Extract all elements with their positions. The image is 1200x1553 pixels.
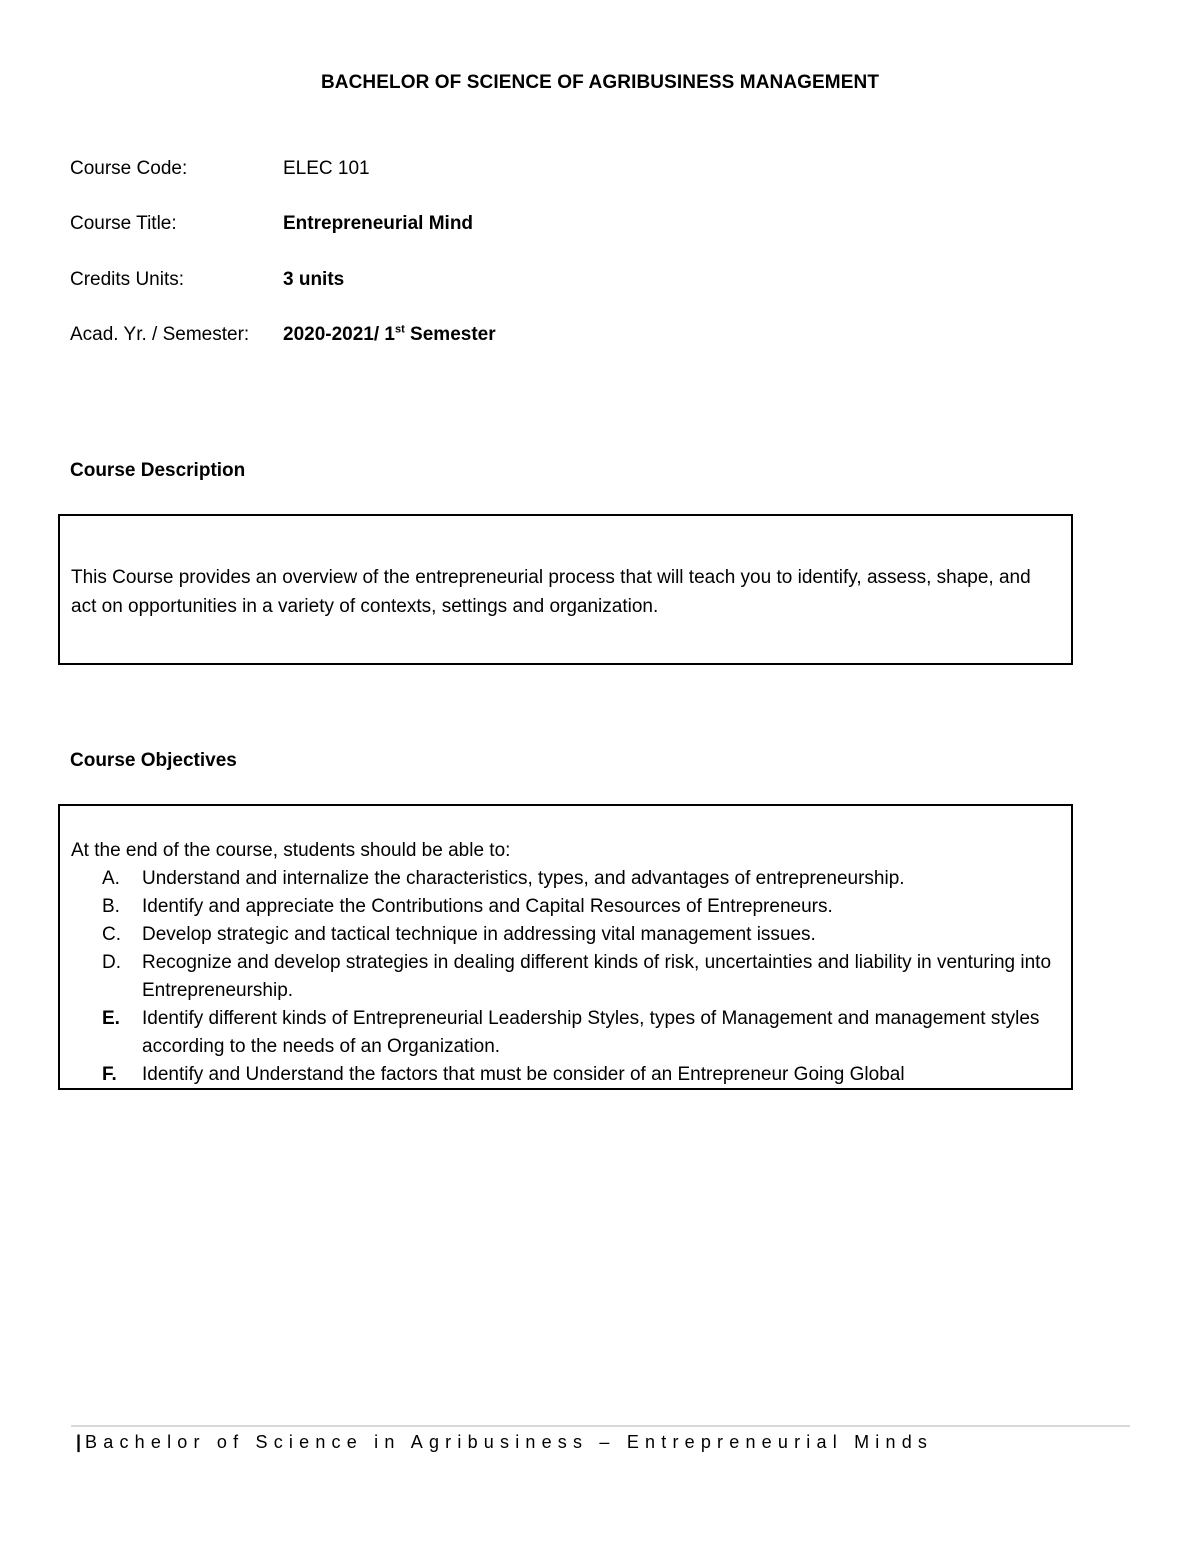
objective-text: Identify different kinds of Entrepreneurial Leadership Styles, types of Management and management styles according to the needs of an Organization. xyxy=(142,1008,1040,1057)
footer-text: Bachelor of Science in Agribusiness – Entrepreneurial Minds xyxy=(85,1432,934,1452)
course-objectives-heading: Course Objectives xyxy=(70,750,237,771)
objective-text: Identify and Understand the factors that must be consider of an Entrepreneur Going Global xyxy=(142,1064,905,1085)
objective-letter: C. xyxy=(102,924,121,945)
acad-year-ordinal: st xyxy=(395,323,405,336)
acad-year-value xyxy=(283,322,496,348)
course-description-heading: Course Description xyxy=(70,460,246,481)
footer xyxy=(76,1432,933,1453)
objective-item xyxy=(71,1061,1071,1089)
course-code-value: ELEC 101 xyxy=(283,158,370,179)
acad-year-suffix: Semester xyxy=(404,324,496,345)
objective-text: Recognize and develop strategies in dealing different kinds of risk, uncertainties and liability in venturing into Entrepreneurship. xyxy=(142,952,1052,1001)
objectives-intro: At the end of the course, students should be able to: xyxy=(71,840,511,861)
objectives-list xyxy=(71,865,1071,1089)
course-objectives-box xyxy=(58,804,1073,1090)
course-code-label: Course Code: xyxy=(70,158,188,179)
objective-letter: E. xyxy=(102,1008,120,1029)
objective-text: Develop strategic and tactical technique in addressing vital management issues. xyxy=(142,924,816,945)
objective-text: Identify and appreciate the Contributions and Capital Resources of Entrepreneurs. xyxy=(142,896,833,917)
objective-item xyxy=(71,893,1071,921)
credits-units-label: Credits Units: xyxy=(70,269,185,290)
course-title-label: Course Title: xyxy=(70,213,177,234)
objective-text: Understand and internalize the characteristics, types, and advantages of entrepreneurship. xyxy=(142,868,905,889)
acad-year-prefix: 2020-2021/ 1 xyxy=(283,324,395,345)
acad-year-label: Acad. Yr. / Semester: xyxy=(70,324,250,345)
objective-letter: D. xyxy=(102,952,121,973)
footer-bar: | xyxy=(76,1432,82,1452)
footer-rule xyxy=(71,1425,1130,1427)
course-title-value: Entrepreneurial Mind xyxy=(283,213,474,234)
objective-item xyxy=(71,1005,1071,1061)
course-description-box xyxy=(58,514,1073,665)
objective-item xyxy=(71,921,1071,949)
page-title: BACHELOR OF SCIENCE OF AGRIBUSINESS MANAGEMENT xyxy=(320,72,880,93)
objective-item xyxy=(71,949,1071,1005)
credits-units-value: 3 units xyxy=(283,269,345,290)
objective-item xyxy=(71,865,1071,893)
course-description-text: This Course provides an overview of the entrepreneurial process that will teach you to identify, assess, shape, and act on opportunities in a variety of contexts, settings and organization. xyxy=(71,567,1031,617)
objective-letter: A. xyxy=(102,868,120,889)
objective-letter: B. xyxy=(102,896,120,917)
objective-letter: F. xyxy=(102,1064,117,1085)
